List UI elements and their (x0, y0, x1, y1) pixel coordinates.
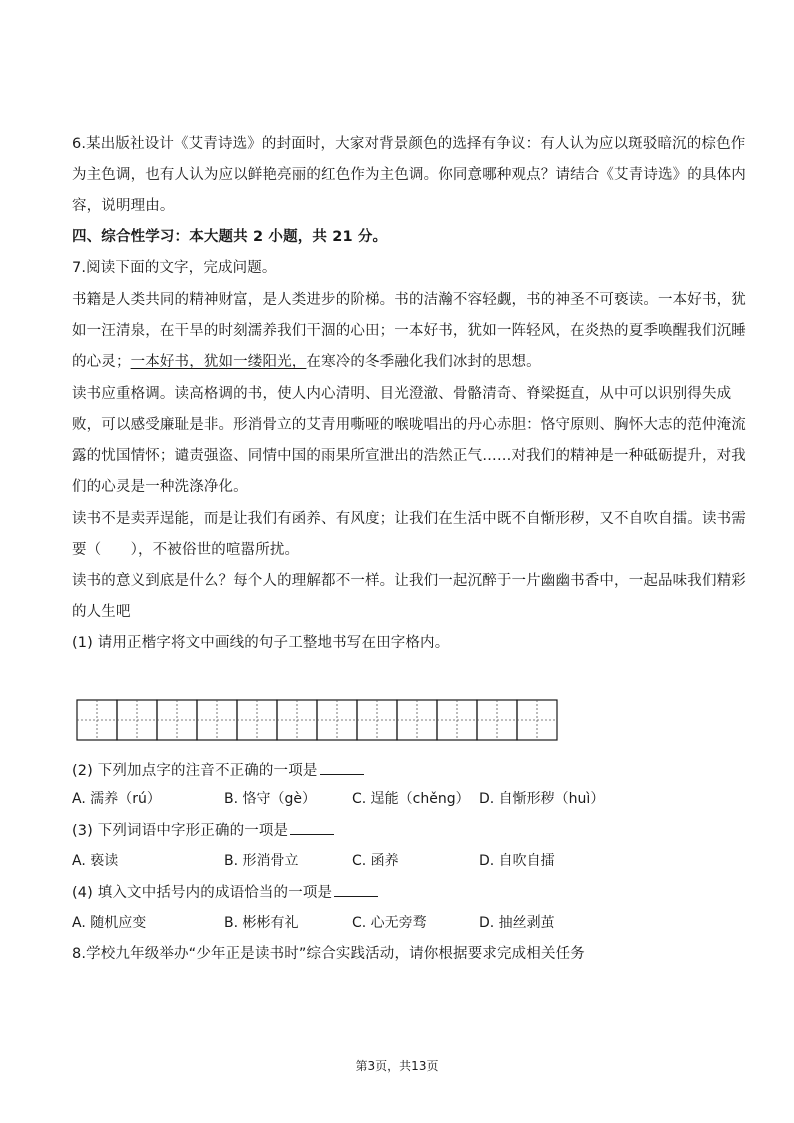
grid-cell[interactable] (277, 700, 317, 740)
q7-sub3-option-b: B. 形消骨立 (224, 853, 299, 869)
q7-para2-line-3: 露的忧国情怀；谴责强盗、同情中国的雨果所宣泄出的浩然正气……对我们的精神是一种砥砺提升，对我 (72, 448, 746, 464)
q7-sub4-option-d: D. 抽丝剥茧 (479, 915, 555, 931)
grid-cell[interactable] (77, 700, 117, 740)
q7-sub3-prompt (72, 820, 334, 841)
grid-cell[interactable] (357, 700, 397, 740)
q7-sub4-option-c: C. 心无旁骛 (352, 915, 427, 931)
q6-line-2: 为主色调，也有人认为应以鲜艳亮丽的红色作为主色调。你同意哪种观点？请结合《艾青诗选》的具体内 (72, 167, 746, 183)
answer-blank[interactable] (334, 882, 378, 897)
q7-sub3-prompt-text: (3) 下列词语中字形正确的一项是 (72, 823, 289, 839)
q7-sub3-option-c: C. 函养 (352, 853, 399, 869)
q7-para2-line-4: 们的心灵是一种洗涤净化。 (72, 479, 248, 495)
q7-sub2-option-b: B. 恪守（gè） (224, 791, 317, 807)
q7-para3-line-2: 要（ ），不被俗世的喧嚣所扰。 (72, 542, 300, 558)
q7-para3-line-1: 读书不是卖弄逞能，而是让我们有函养、有风度；让我们在生活中既不自惭形秽，又不自吹自擂。读书需 (72, 511, 746, 527)
grid-cell[interactable] (117, 700, 157, 740)
grid-cell[interactable] (157, 700, 197, 740)
q6-line-3: 容，说明理由。 (72, 198, 175, 214)
grid-cell[interactable] (477, 700, 517, 740)
q7-sub2-prompt-text: (2) 下列加点字的注音不正确的一项是 (72, 763, 318, 779)
q7-sub4-option-a: A. 随机应变 (72, 915, 147, 931)
q7-para1-line-3-post: 在寒冷的冬季融化我们冰封的思想。 (306, 354, 541, 370)
q7-sub1-prompt: (1) 请用正楷字将文中画线的句子工整地书写在田字格内。 (72, 635, 450, 651)
grid-cell[interactable] (397, 700, 437, 740)
q7-sub4-prompt (72, 882, 378, 903)
q7-sub2-option-c: C. 逞能（chěng） (352, 791, 470, 807)
q7-sub2-option-d: D. 自惭形秽（huì） (479, 791, 605, 807)
q7-para2-line-1: 读书应重格调。读高格调的书，使人内心清明、目光澄澈、骨骼清奇、脊梁挺直，从中可以识别得失成 (72, 386, 732, 402)
grid-cell[interactable] (237, 700, 277, 740)
q7-stem: 7.阅读下面的文字，完成问题。 (72, 260, 277, 276)
q7-para1-line-3-pre: 的心灵； (72, 354, 131, 370)
q7-para2-line-2: 败，可以感受廉耻是非。形消骨立的艾青用嘶哑的喉咙唱出的丹心赤胆：恪守原则、胸怀大志的范仲淹流 (72, 417, 746, 433)
q7-sub4-prompt-text: (4) 填入文中括号内的成语恰当的一项是 (72, 885, 333, 901)
q7-sub2-option-a: A. 濡养（rú） (72, 791, 161, 807)
q7-sub2-prompt (72, 760, 364, 781)
page-number: 第3页，共13页 (355, 1059, 439, 1073)
grid-cell[interactable] (517, 700, 557, 740)
grid-cell[interactable] (437, 700, 477, 740)
q7-sub3-option-a: A. 亵读 (72, 853, 119, 869)
answer-blank[interactable] (290, 820, 334, 835)
section-4-heading: 四、综合性学习：本大题共 2 小题，共 21 分。 (72, 229, 388, 245)
q7-para1-line-3 (72, 352, 541, 372)
grid-cell[interactable] (317, 700, 357, 740)
q8-stem: 8.学校九年级举办“少年正是读书时”综合实践活动，请你根据要求完成相关任务 (72, 946, 585, 962)
grid-cell[interactable] (197, 700, 237, 740)
q7-para1-line-1: 书籍是人类共同的精神财富，是人类进步的阶梯。书的洁瀚不容轻觑，书的神圣不可亵读。一本好书，犹 (72, 292, 746, 308)
q6-line-1: 6.某出版社设计《艾青诗选》的封面时，大家对背景颜色的选择有争议：有人认为应以斑驳暗沉的棕色作 (72, 136, 746, 152)
q7-para4-line-2: 的人生吧 (72, 604, 131, 620)
q7-para4-line-1: 读书的意义到底是什么？每个人的理解都不一样。让我们一起沉醉于一片幽幽书香中，一起品味我们精彩 (72, 573, 746, 589)
tianzige-writing-grid[interactable] (76, 699, 558, 741)
answer-blank[interactable] (320, 760, 364, 775)
q7-para1-line-2: 如一汪清泉，在干旱的时刻濡养我们干涸的心田；一本好书，犹如一阵轻风，在炎热的夏季唤醒我们沉睡 (72, 323, 746, 339)
q7-sub3-option-d: D. 自吹自擂 (479, 853, 555, 869)
q7-sub4-option-b: B. 彬彬有礼 (224, 915, 299, 931)
underlined-sentence: 一本好书，犹如一缕阳光， (130, 354, 307, 370)
